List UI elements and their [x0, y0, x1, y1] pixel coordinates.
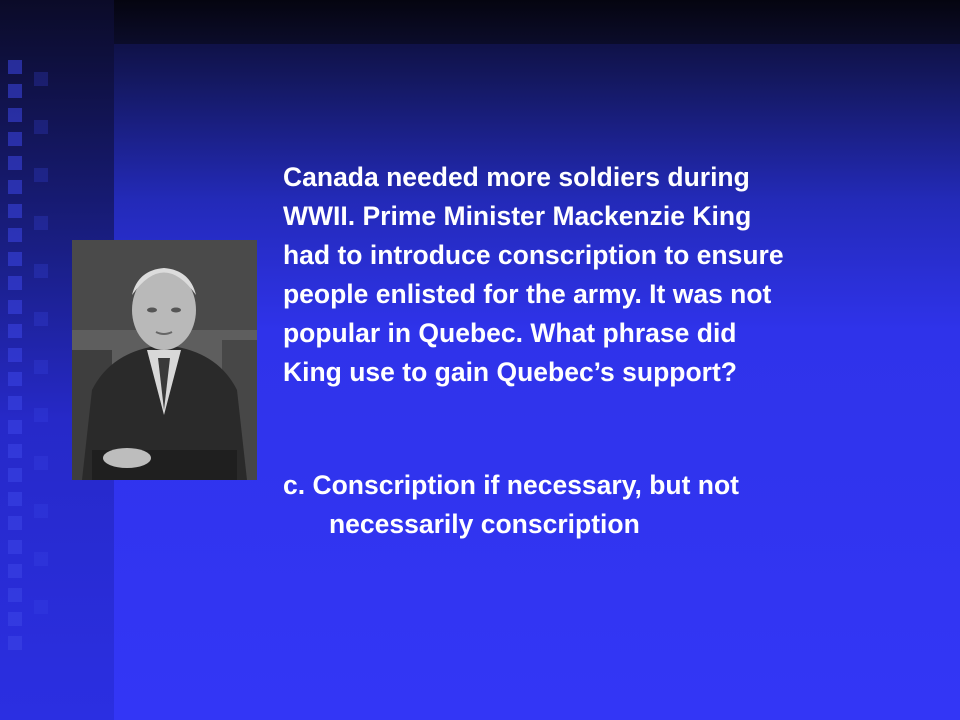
answer-text [283, 466, 923, 544]
question-line: King use to gain Quebec’s support? [283, 357, 737, 387]
answer-line: necessarily conscription [329, 509, 640, 539]
decorative-squares-faint [34, 60, 52, 660]
portrait-illustration [72, 240, 257, 480]
question-line: WWII. Prime Minister Mackenzie King [283, 201, 752, 231]
question-line: had to introduce conscription to ensure [283, 240, 784, 270]
question-text [283, 158, 923, 392]
question-line: popular in Quebec. What phrase did [283, 318, 737, 348]
portrait-photo [72, 240, 257, 480]
decorative-squares [8, 60, 26, 660]
top-dark-band [114, 0, 960, 44]
question-line: Canada needed more soldiers during [283, 162, 750, 192]
question-line: people enlisted for the army. It was not [283, 279, 772, 309]
answer-line: c. Conscription if necessary, but not [283, 470, 739, 500]
